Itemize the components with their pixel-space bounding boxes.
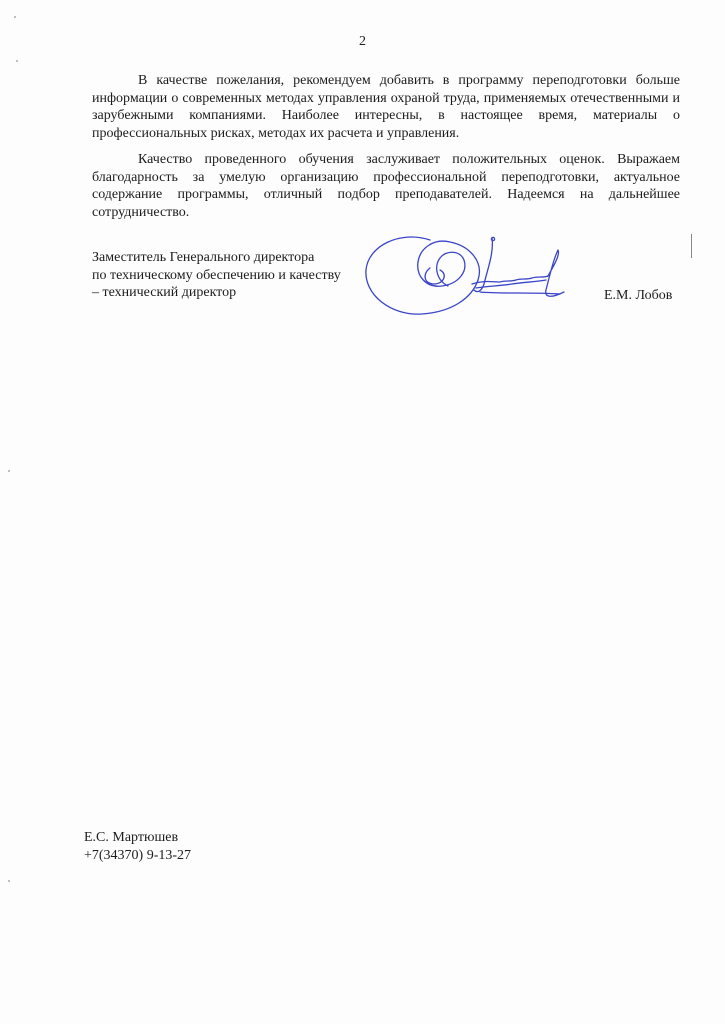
signatory-title-line: – технический директор bbox=[92, 285, 237, 300]
paragraph-recommendation bbox=[92, 72, 680, 142]
contact-block bbox=[84, 829, 191, 864]
paragraph-text: Качество проведенного обучения заслуживает положительных оценок. Выражаем благодарность за умелую организацию профессиональной переподготовки, актуальное содержание программы, отличный подбор преподавателей. Надеемся на дальнейшее сотрудничество. bbox=[92, 152, 680, 220]
scan-speck bbox=[14, 16, 16, 18]
contact-phone: +7(34370) 9-13-27 bbox=[84, 847, 192, 863]
scan-speck bbox=[8, 880, 10, 882]
scan-speck bbox=[16, 60, 18, 62]
handwritten-signature bbox=[360, 228, 575, 323]
page-number: 2 bbox=[359, 34, 366, 49]
scan-speck bbox=[8, 470, 10, 472]
signatory-title bbox=[92, 249, 341, 302]
contact-name: Е.С. Мартюшев bbox=[84, 830, 179, 845]
paragraph-gratitude bbox=[92, 151, 680, 221]
margin-mark bbox=[691, 234, 692, 258]
paragraph-text: В качестве пожелания, рекомендуем добавить в программу переподготовки больше информации о современных методах управления охраной труда, применяемых отечественными и зарубежными компаниями. Наиболее интересны, в настоящее время, материалы о профессиональных рисках, методах их расчета и управления. bbox=[92, 73, 680, 141]
signatory-title-line: Заместитель Генерального директора bbox=[92, 250, 315, 265]
signatory-title-line: по техническому обеспечению и качеству bbox=[92, 267, 341, 283]
signatory-name: Е.М. Лобов bbox=[604, 288, 673, 303]
